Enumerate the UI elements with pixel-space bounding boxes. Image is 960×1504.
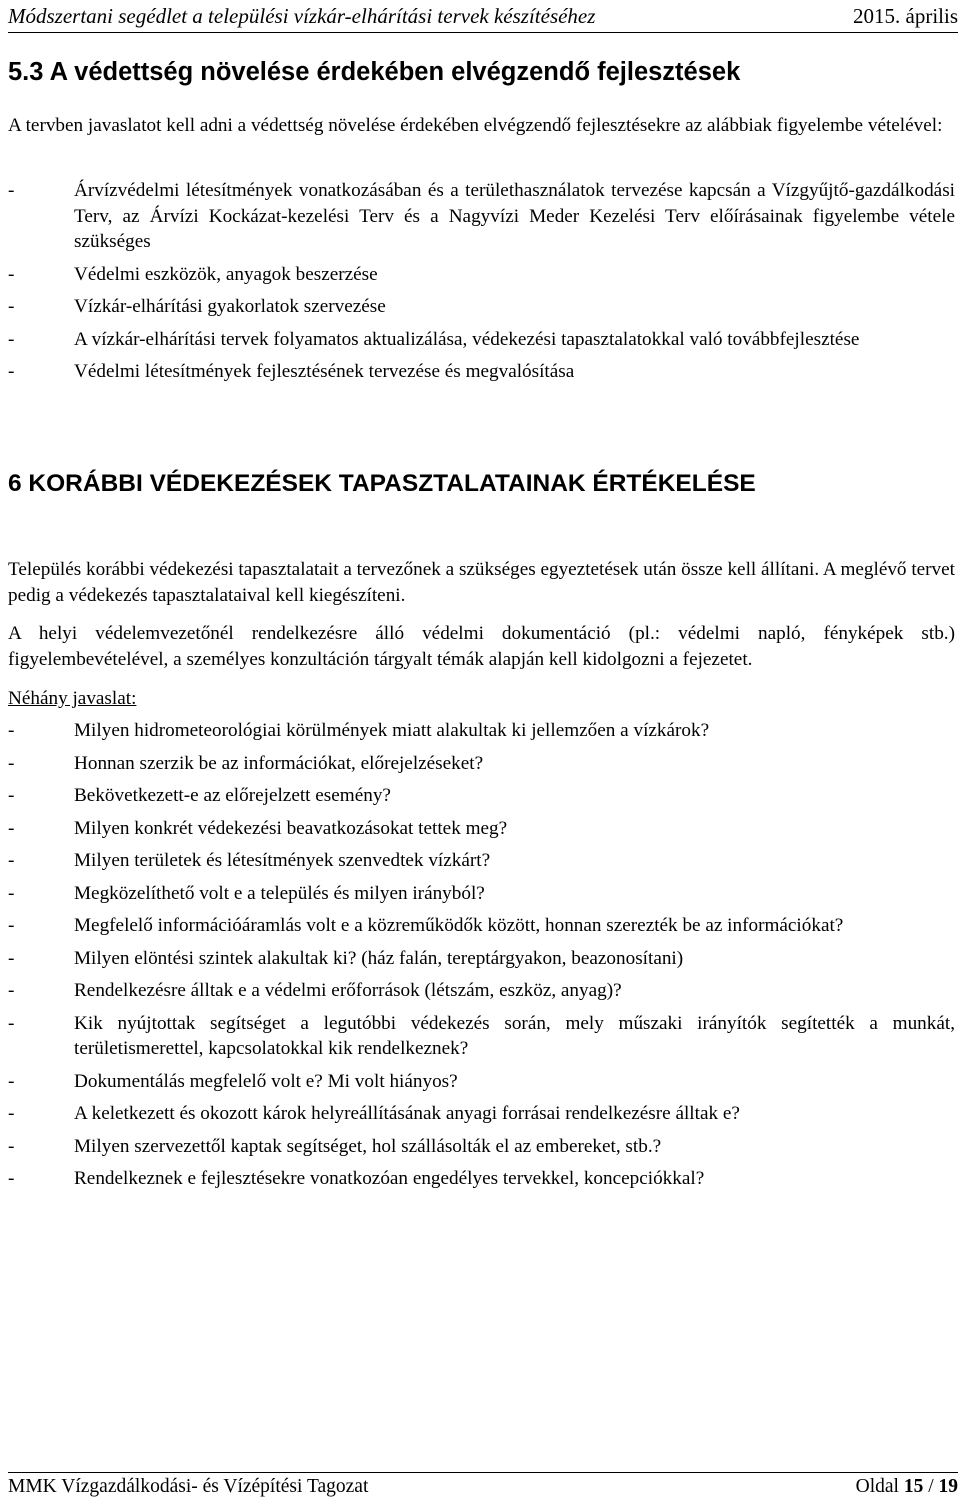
questions-list <box>8 718 955 1192</box>
list-item-text: Milyen hidrometeorológiai körülmények miatt alakultak ki jellemzően a vízkárok? <box>74 720 710 741</box>
list-item-text: A vízkár-elhárítási tervek folyamatos aktualizálása, védekezési tapasztalatokkal való továbbfejlesztése <box>74 328 860 350</box>
footer-org: MMK Vízgazdálkodási- és Vízépítési Tagozat <box>8 1476 369 1497</box>
dash-marker: - <box>8 752 15 774</box>
list-item <box>8 262 955 288</box>
list-item <box>8 1011 955 1062</box>
dash-marker: - <box>8 882 15 904</box>
list-item <box>8 978 955 1004</box>
list-item <box>8 881 955 907</box>
header-date: 2015. április <box>853 4 958 28</box>
dash-marker: - <box>8 817 15 839</box>
dash-marker: - <box>8 328 15 350</box>
dash-marker: - <box>8 947 15 969</box>
dash-marker: - <box>8 1012 15 1034</box>
page-total: 19 <box>938 1476 958 1497</box>
list-item <box>8 946 955 972</box>
list-item <box>8 751 955 777</box>
list-item <box>8 1069 955 1095</box>
page-current: 15 <box>903 1476 924 1497</box>
list-item-text: Rendelkeznek e fejlesztésekre vonatkozóan engedélyes tervekkel, koncepciókkal? <box>74 1168 705 1189</box>
list-item <box>8 1101 955 1127</box>
list-item <box>8 178 955 255</box>
list-item-text: Megközelíthető volt e a település és milyen irányból? <box>74 882 485 904</box>
dash-marker: - <box>8 361 15 382</box>
page-header <box>8 2 958 33</box>
list-item <box>8 1166 955 1192</box>
page-footer <box>8 1472 958 1503</box>
list-item-text: A keletkezett és okozott károk helyreállításának anyagi forrásai rendelkezésre álltak e? <box>74 1103 740 1124</box>
list-item-text: Rendelkezésre álltak e a védelmi erőforrások (létszám, eszköz, anyag)? <box>74 980 622 1001</box>
list-item-text: Dokumentálás megfelelő volt e? Mi volt hiányos? <box>74 1070 458 1092</box>
dash-marker: - <box>8 1135 15 1157</box>
dash-marker: - <box>8 980 15 1001</box>
list-item-text: Honnan szerzik be az információkat, előrejelzéseket? <box>74 752 484 774</box>
list-item-text: Milyen konkrét védekezési beavatkozásokat tettek meg? <box>74 817 508 839</box>
list-item-text: Bekövetkezett-e az előrejelzett esemény? <box>74 785 391 806</box>
dash-marker: - <box>8 1070 15 1092</box>
section-5-3-heading: 5.3 A védettség növelése érdekében elvégzendő fejlesztések <box>8 58 741 86</box>
dash-marker: - <box>8 296 15 317</box>
list-item-text: Kik nyújtottak segítséget a legutóbbi védekezés során, mely műszaki irányítók segítették a munkát, területismerettel, kapcsolatokkal kik rendelkeznek? <box>74 1012 955 1059</box>
section-6-para-1: Település korábbi védekezési tapasztalatait a tervezőnek a szükséges egyeztetések után össze kell állítani. A meglévő tervet pedig a védekezés tapasztalataival kell kiegészíteni. <box>8 559 955 606</box>
list-item-text: Vízkár-elhárítási gyakorlatok szervezése <box>74 296 386 317</box>
list-item-text: Védelmi létesítmények fejlesztésének tervezése és megvalósítása <box>74 361 575 382</box>
suggestions-title: Néhány javaslat: <box>8 688 137 709</box>
list-item-text: Védelmi eszközök, anyagok beszerzése <box>74 263 378 285</box>
list-item <box>8 783 955 809</box>
list-item <box>8 848 955 874</box>
list-item-text: Milyen szervezettől kaptak segítséget, hol szállásolták el az embereket, stb.? <box>74 1135 662 1157</box>
list-item-text: Megfelelő információáramlás volt e a közreműködők között, honnan szerezték be az információkat? <box>74 915 844 936</box>
section-5-3-intro: A tervben javaslatot kell adni a védettség növelése érdekében elvégzendő fejlesztésekre az alábbiak figyelembe vételével: <box>8 115 943 136</box>
page-label: Oldal <box>855 1476 899 1497</box>
dash-marker: - <box>8 1103 15 1124</box>
list-item <box>8 359 955 385</box>
dash-marker: - <box>8 1168 15 1189</box>
section-6-para-2: A helyi védelemvezetőnél rendelkezésre álló védelmi dokumentáció (pl.: védelmi napló, fényképek stb.) figyelembevételével, a személyes konzultáción tárgyalt témák alapján kell kidolgozni a fejezetet. <box>8 623 955 670</box>
development-list <box>8 178 955 385</box>
list-item <box>8 816 955 842</box>
dash-marker: - <box>8 180 15 201</box>
list-item <box>8 294 955 320</box>
list-item <box>8 1134 955 1160</box>
dash-marker: - <box>8 720 15 741</box>
section-6-heading: 6 KORÁBBI VÉDEKEZÉSEK TAPASZTALATAINAK ÉRTÉKELÉSE <box>8 470 756 497</box>
header-title: Módszertani segédlet a települési vízkár-elhárítási tervek készítéséhez <box>8 4 596 28</box>
list-item-text: Milyen területek és létesítmények szenvedtek vízkárt? <box>74 850 491 871</box>
list-item-text: Milyen elöntési szintek alakultak ki? (ház falán, tereptárgyakon, beazonosítani) <box>74 947 684 969</box>
dash-marker: - <box>8 263 15 285</box>
list-item <box>8 913 955 939</box>
page-separator: / <box>928 1476 934 1497</box>
list-item <box>8 327 955 353</box>
dash-marker: - <box>8 850 15 871</box>
dash-marker: - <box>8 915 15 936</box>
list-item <box>8 718 955 744</box>
list-item-text: Árvízvédelmi létesítmények vonatkozásában és a területhasználatok tervezése kapcsán a Vízgyűjtő-gazdálkodási Terv, az Árvízi Kockázat-kezelési Terv és a Nagyvízi Meder Kezelési Terv előírásainak figyelembe vétele szükséges <box>74 180 955 252</box>
page-number <box>856 1476 958 1498</box>
dash-marker: - <box>8 785 15 806</box>
